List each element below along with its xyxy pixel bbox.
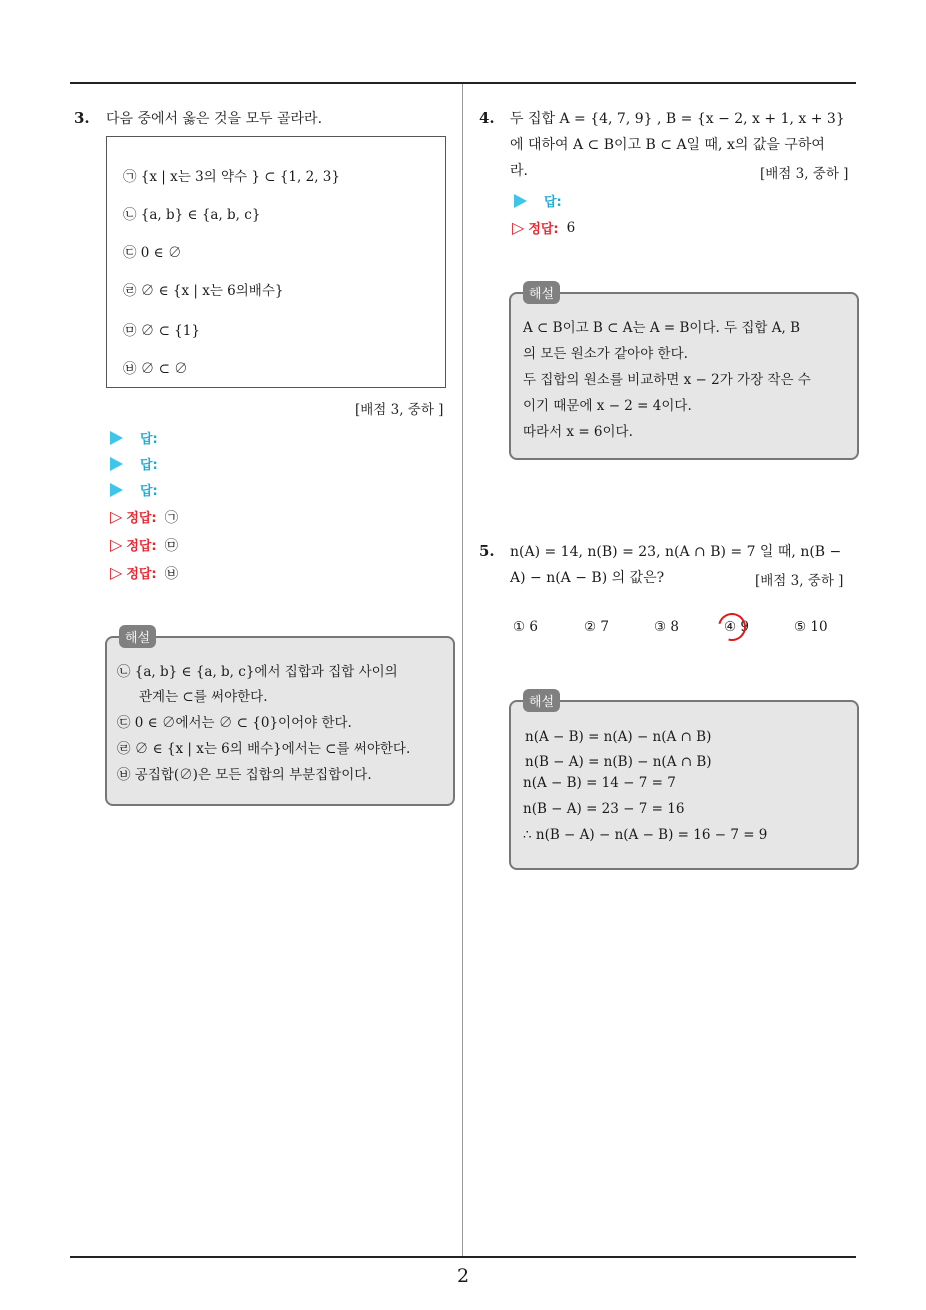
correct-answer: ㉠	[164, 510, 179, 526]
solution-line: ㉥ 공집합(∅)은 모든 집합의 부분집합이다.	[117, 767, 372, 783]
correct-label: 정답:	[126, 510, 157, 526]
q4-correct-line	[512, 218, 575, 237]
page-number: 2	[456, 1265, 470, 1287]
answer-label: 답:	[140, 484, 158, 499]
q3-answer-line[interactable]	[110, 480, 158, 499]
correct-label: 정답:	[126, 566, 157, 582]
play-triangle-icon	[110, 431, 123, 445]
answer-label: 답:	[140, 458, 158, 473]
q4-score-meta: [배점 3, 중하 ]	[760, 166, 849, 182]
q4-answer-line[interactable]	[514, 191, 562, 210]
q4-prompt-line: 에 대하여 A ⊂ B이고 B ⊂ A일 때, x의 값을 구하여	[510, 137, 825, 153]
play-triangle-icon	[514, 194, 527, 208]
solution-line: n(A − B) = 14 − 7 = 7	[523, 775, 676, 791]
q3-prompt: 다음 중에서 옳은 것을 모두 골라라.	[106, 111, 323, 127]
q4-prompt-line: 라.	[510, 163, 528, 179]
q5-prompt-line: n(A) = 14, n(B) = 23, n(A ∩ B) = 7 일 때, n(B −	[510, 544, 842, 560]
solution-tag: 해설	[523, 281, 560, 304]
play-triangle-icon	[110, 483, 123, 497]
solution-line: A ⊂ B이고 B ⊂ A는 A = B이다. 두 집합 A, B	[523, 320, 801, 336]
bottom-rule	[70, 1256, 856, 1258]
q4-prompt-line: 두 집합 A = {4, 7, 9} , B = {x − 2, x + 1, x + 3}	[510, 111, 845, 127]
q3-correct-line	[110, 506, 178, 526]
correct-label: 정답:	[126, 538, 157, 554]
q5-option-2[interactable]: ② 7	[584, 619, 609, 635]
column-divider	[462, 84, 463, 1256]
q3-choice: ㉣ ∅ ∈ {x | x는 6의배수}	[123, 283, 284, 299]
solution-line: ∴ n(B − A) − n(A − B) = 16 − 7 = 9	[523, 827, 768, 843]
solution-line: ㉣ ∅ ∈ {x | x는 6의 배수}에서는 ⊂를 써야한다.	[117, 741, 411, 757]
q5-option-4[interactable]: ④ 9	[724, 619, 749, 635]
q5-solution-box	[509, 695, 859, 870]
q3-score-meta: [배점 3, 중하 ]	[355, 402, 444, 418]
q3-choice: ㉡ {a, b} ∈ {a, b, c}	[123, 207, 261, 223]
q3-answer-line[interactable]	[110, 428, 158, 447]
q3-choice: ㉠ {x | x는 3의 약수 } ⊂ {1, 2, 3}	[123, 169, 340, 185]
q3-number: 3.	[74, 109, 90, 127]
q3-solution-box	[105, 631, 455, 806]
q3-correct-line	[110, 534, 178, 554]
solution-tag: 해설	[119, 625, 156, 648]
solution-line: n(A − B) = n(A) − n(A ∩ B)	[525, 729, 712, 745]
correct-label: 정답:	[528, 222, 559, 237]
q5-score-meta: [배점 3, 중하 ]	[755, 573, 844, 589]
correct-answer: 6	[566, 219, 576, 236]
solution-line: 의 모든 원소가 같아야 한다.	[523, 346, 688, 362]
play-triangle-icon	[110, 457, 123, 471]
outline-triangle-icon: ▷	[110, 562, 123, 582]
q3-choice: ㉢ 0 ∈ ∅	[123, 245, 182, 261]
q3-choice: ㉤ ∅ ⊂ {1}	[123, 323, 200, 339]
solution-line: 따라서 x = 6이다.	[523, 424, 633, 440]
q4-solution-box	[509, 287, 859, 460]
q4-number: 4.	[479, 109, 495, 127]
solution-line: ㉢ 0 ∈ ∅에서는 ∅ ⊂ {0}이어야 한다.	[117, 715, 352, 731]
correct-answer: ㉥	[164, 566, 179, 582]
q3-choice: ㉥ ∅ ⊂ ∅	[123, 361, 188, 377]
answer-label: 답:	[140, 432, 158, 447]
solution-line: 두 집합의 원소를 비교하면 x − 2가 가장 작은 수	[523, 372, 811, 388]
selected-circle-mark	[713, 608, 751, 646]
solution-line: n(B − A) = n(B) − n(A ∩ B)	[525, 754, 712, 770]
outline-triangle-icon: ▷	[512, 218, 525, 237]
top-rule	[70, 82, 856, 84]
solution-tag: 해설	[523, 689, 560, 712]
q5-option-3[interactable]: ③ 8	[654, 619, 679, 635]
solution-line: ㉡ {a, b} ∈ {a, b, c}에서 집합과 집합 사이의	[117, 664, 398, 680]
q5-option-5[interactable]: ⑤ 10	[794, 619, 828, 635]
solution-line: n(B − A) = 23 − 7 = 16	[523, 801, 685, 817]
q3-answer-line[interactable]	[110, 454, 158, 473]
solution-line: 이기 때문에 x − 2 = 4이다.	[523, 398, 692, 414]
q3-choice-box	[106, 136, 446, 388]
correct-answer: ㉤	[164, 538, 179, 554]
q5-option-1[interactable]: ① 6	[513, 619, 538, 635]
q5-number: 5.	[479, 542, 495, 560]
answer-label: 답:	[544, 195, 562, 210]
q3-correct-line	[110, 562, 178, 582]
solution-line: 관계는 ⊂를 써야한다.	[139, 689, 268, 705]
outline-triangle-icon: ▷	[110, 534, 123, 554]
q5-prompt-line: A) − n(A − B) 의 값은?	[510, 570, 665, 586]
outline-triangle-icon: ▷	[110, 506, 123, 526]
